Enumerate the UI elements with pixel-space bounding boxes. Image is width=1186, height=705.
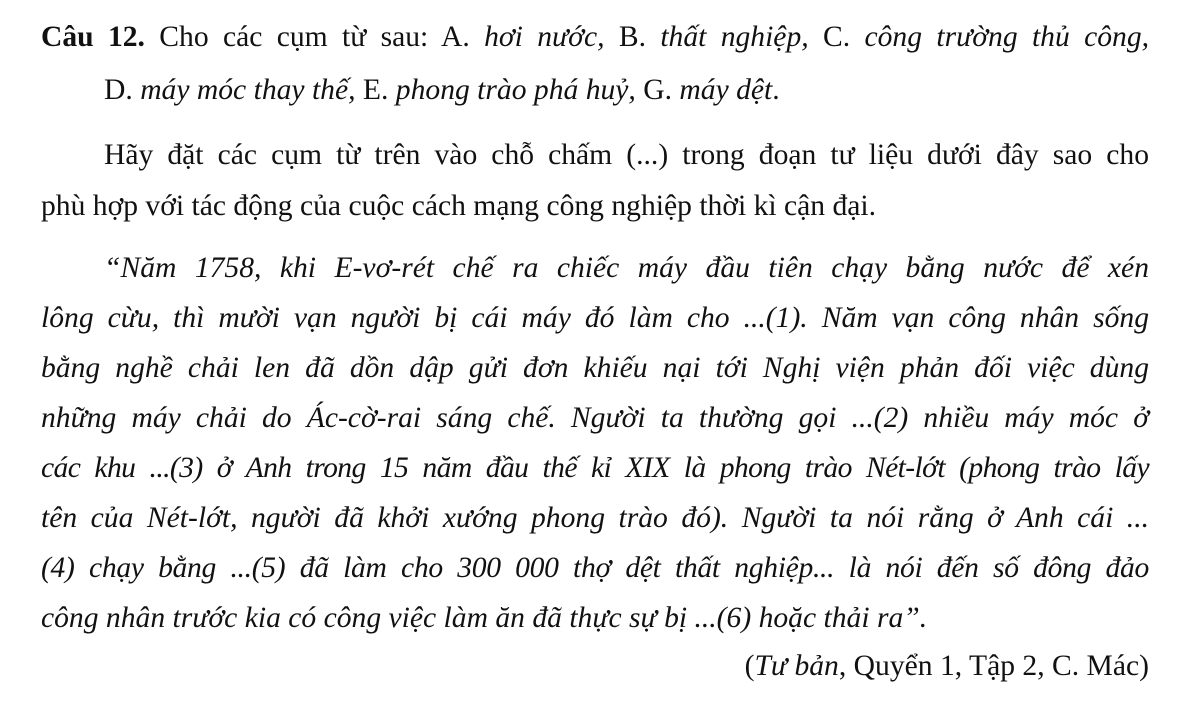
source-citation [745,648,1149,684]
option-end: . [772,74,780,106]
option-a-label: A. [440,21,470,53]
instruction-line-1: Hãy đặt các cụm từ trên vào chỗ chấm (...) trong đoạn tư liệu dưới đây sao cho [104,139,1149,171]
question-line-2 [104,72,780,108]
quote-line: tên của Nét-lớt, người đã khởi xướng phong trào đó). Người ta nói rằng ở Anh cái ... [41,502,1149,534]
instruction-line-2: phù hợp với tác động của cuộc cách mạng công nghiệp thời kì cận đại. [41,190,877,222]
option-b-text: thất nghiệp, [660,21,809,53]
question-line-1 [41,19,1149,55]
option-g-label: G. [643,74,673,106]
question-intro: Cho các cụm từ sau: [159,21,429,53]
option-d-text: máy móc thay thế, [140,74,356,106]
option-a-text: hơi nước, [484,21,605,53]
quote-line: “Năm 1758, khi E-vơ-rét chế ra chiếc máy đầu tiên chạy bằng nước để xén [104,252,1149,284]
option-g-text: máy dệt [679,74,773,106]
source-work: Tư bản [754,650,839,682]
quote-line: công nhân trước kia có công việc làm ăn đã thực sự bị ...(6) hoặc thải ra”. [41,602,928,634]
quote-line: các khu ...(3) ở Anh trong 15 năm đầu thế kỉ XIX là phong trào Nét-lớt (phong trào lấy [41,452,1149,484]
source-rest: , Quyển 1, Tập 2, C. Mác) [838,650,1149,682]
question-number: Câu 12. [41,21,145,53]
option-c-label: C. [823,21,851,53]
option-e-text: phong trào phá huỷ, [395,74,636,106]
quote-line: bằng nghề chải len đã dồn dập gửi đơn khiếu nại tới Nghị viện phản đối việc dùng [41,352,1149,384]
option-b-label: B. [618,21,646,53]
quote-line: (4) chạy bằng ...(5) đã làm cho 300 000 thợ dệt thất nghiệp... là nói đến số đông đảo [41,552,1149,584]
quote-line: những máy chải do Ác-cờ-rai sáng chế. Người ta thường gọi ...(2) nhiều máy móc ở [41,402,1149,434]
source-open: ( [744,650,755,682]
option-d-label: D. [104,74,133,106]
option-c-text: công trường thủ công, [864,21,1150,53]
quote-line: lông cừu, thì mười vạn người bị cái máy đó làm cho ...(1). Năm vạn công nhân sống [41,302,1149,334]
option-e-label: E. [362,74,389,106]
